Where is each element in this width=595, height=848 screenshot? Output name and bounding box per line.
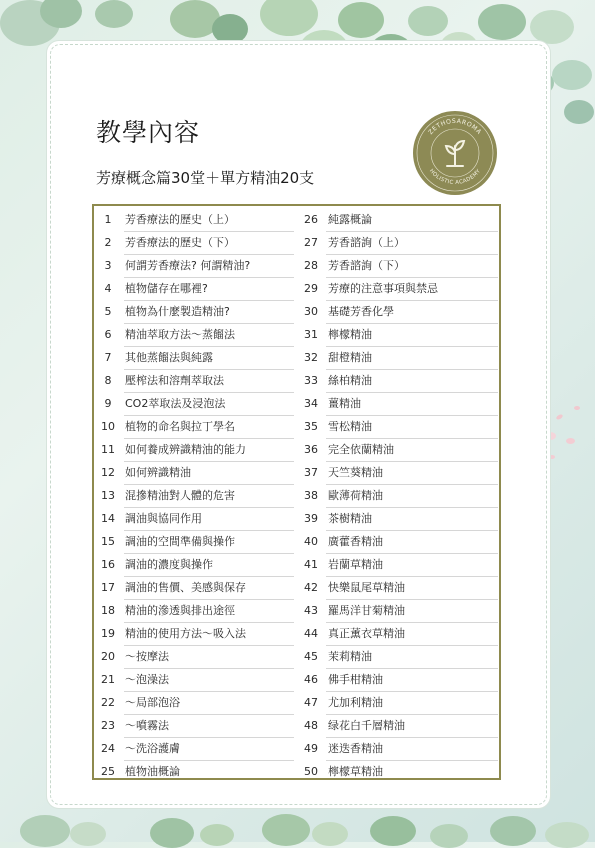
lesson-title: ～局部泡浴 — [125, 696, 180, 709]
lesson-title: ～洗浴護膚 — [125, 742, 180, 755]
lesson-title: 植物的命名與拉丁學名 — [125, 420, 235, 433]
lesson-number: 49 — [304, 742, 318, 755]
lesson-number: 42 — [304, 581, 318, 594]
lesson-title: 如何辨識精油 — [125, 466, 191, 479]
lesson-title: 檸檬草精油 — [328, 765, 383, 778]
lesson-number: 23 — [101, 719, 115, 732]
table-row — [94, 576, 499, 599]
lesson-number: 19 — [101, 627, 115, 640]
lesson-title: 羅馬洋甘菊精油 — [328, 604, 405, 617]
lesson-number: 32 — [304, 351, 318, 364]
lesson-number: 11 — [101, 443, 115, 456]
page-subtitle: 芳療概念篇30堂＋單方精油20支 — [96, 169, 315, 187]
lesson-title: 廣藿香精油 — [328, 535, 383, 548]
lesson-number: 21 — [101, 673, 115, 686]
lesson-title: 雪松精油 — [328, 420, 372, 433]
table-row — [94, 323, 499, 346]
lesson-number: 20 — [101, 650, 115, 663]
lesson-number: 8 — [104, 374, 112, 387]
lesson-number: 9 — [104, 397, 112, 410]
table-row — [94, 231, 499, 254]
lesson-title: 絲柏精油 — [328, 374, 372, 387]
table-row — [94, 346, 499, 369]
table-row — [94, 277, 499, 300]
page-title: 教學內容 — [96, 118, 201, 147]
lesson-number: 5 — [104, 305, 112, 318]
lesson-title: 歐薄荷精油 — [328, 489, 383, 502]
lesson-number: 30 — [304, 305, 318, 318]
lesson-number: 22 — [101, 696, 115, 709]
lesson-title: 甜橙精油 — [328, 351, 372, 364]
lesson-number: 15 — [101, 535, 115, 548]
lesson-number: 45 — [304, 650, 318, 663]
lesson-title: 精油的滲透與排出途徑 — [125, 604, 235, 617]
lesson-title: 佛手柑精油 — [328, 673, 383, 686]
lesson-title: 茶樹精油 — [328, 512, 372, 525]
table-row — [94, 530, 499, 553]
lesson-number: 6 — [104, 328, 112, 341]
lesson-number: 35 — [304, 420, 318, 433]
lesson-number: 4 — [104, 282, 112, 295]
lesson-title: 精油的使用方法～吸入法 — [125, 627, 246, 640]
lesson-number: 13 — [101, 489, 115, 502]
lesson-title: ～泡澡法 — [125, 673, 169, 686]
lesson-number: 26 — [304, 213, 318, 226]
lesson-title: 芳香諮詢（上） — [328, 236, 405, 249]
table-row — [94, 599, 499, 622]
lesson-number: 39 — [304, 512, 318, 525]
lesson-title: 茉莉精油 — [328, 650, 372, 663]
lesson-number: 47 — [304, 696, 318, 709]
table-row — [94, 691, 499, 714]
lesson-number: 41 — [304, 558, 318, 571]
lesson-title: 完全依蘭精油 — [328, 443, 394, 456]
lesson-number: 2 — [104, 236, 112, 249]
lesson-title: 植物油概論 — [125, 765, 180, 778]
lesson-number: 10 — [101, 420, 115, 433]
lesson-title: 真正薰衣草精油 — [328, 627, 405, 640]
lesson-title: 檸檬精油 — [328, 328, 372, 341]
lesson-number: 25 — [101, 765, 115, 778]
lesson-table — [92, 204, 501, 780]
lesson-number: 1 — [104, 213, 112, 226]
lesson-title: 調油的空間準備與操作 — [125, 535, 235, 548]
lesson-number: 46 — [304, 673, 318, 686]
lesson-number: 38 — [304, 489, 318, 502]
table-row — [94, 622, 499, 645]
lesson-title: 迷迭香精油 — [328, 742, 383, 755]
lesson-number: 31 — [304, 328, 318, 341]
logo-bottom-text: HOLISTIC ACADEMY — [427, 168, 483, 187]
academy-logo — [412, 110, 498, 196]
lesson-title: 何謂芳香療法? 何謂精油? — [125, 259, 251, 272]
logo-top-text: ZETHOSAROMA — [427, 117, 483, 137]
lesson-number: 28 — [304, 259, 318, 272]
lesson-number: 40 — [304, 535, 318, 548]
lesson-title: 快樂鼠尾草精油 — [328, 581, 405, 594]
lesson-title: 天竺葵精油 — [328, 466, 383, 479]
lesson-title: 尤加利精油 — [328, 696, 383, 709]
table-row — [94, 507, 499, 530]
table-row — [94, 438, 499, 461]
lesson-number: 43 — [304, 604, 318, 617]
table-row — [94, 461, 499, 484]
lesson-number: 34 — [304, 397, 318, 410]
lesson-title: 薑精油 — [328, 397, 361, 410]
lesson-number: 36 — [304, 443, 318, 456]
table-row — [94, 760, 499, 783]
lesson-number: 24 — [101, 742, 115, 755]
lesson-number: 50 — [304, 765, 318, 778]
lesson-title: 植物儲存在哪裡? — [125, 282, 208, 295]
lesson-number: 3 — [104, 259, 112, 272]
lesson-title: 芳療的注意事項與禁忌 — [328, 282, 438, 295]
lesson-title: 其他蒸餾法與純露 — [125, 351, 213, 364]
lesson-title: 混摻精油對人體的危害 — [125, 489, 235, 502]
lesson-title: 岩蘭草精油 — [328, 558, 383, 571]
table-row — [94, 208, 499, 231]
lesson-title: ～噴霧法 — [125, 719, 169, 732]
lesson-title: 調油與協同作用 — [125, 512, 202, 525]
lesson-title: 芳香療法的歷史（下） — [125, 236, 235, 249]
lesson-title: 純露概論 — [328, 213, 372, 226]
table-row — [94, 369, 499, 392]
lesson-title: 基礎芳香化學 — [328, 305, 394, 318]
lesson-title: 如何養成辨識精油的能力 — [125, 443, 246, 456]
lesson-title: 壓榨法和溶劑萃取法 — [125, 374, 224, 387]
table-row — [94, 392, 499, 415]
lesson-title: 植物為什麼製造精油? — [125, 305, 230, 318]
lesson-title: 芳香療法的歷史（上） — [125, 213, 235, 226]
lesson-number: 44 — [304, 627, 318, 640]
lesson-title: 調油的售價、美感與保存 — [125, 581, 246, 594]
lesson-number: 12 — [101, 466, 115, 479]
lesson-number: 16 — [101, 558, 115, 571]
table-row — [94, 553, 499, 576]
lesson-title: 精油萃取方法～蒸餾法 — [125, 328, 235, 341]
table-row — [94, 484, 499, 507]
table-row — [94, 737, 499, 760]
lesson-number: 33 — [304, 374, 318, 387]
table-row — [94, 415, 499, 438]
lesson-title: CO2萃取法及浸泡法 — [125, 397, 226, 410]
lesson-number: 17 — [101, 581, 115, 594]
lesson-number: 7 — [104, 351, 112, 364]
table-row — [94, 714, 499, 737]
lesson-number: 29 — [304, 282, 318, 295]
lesson-number: 18 — [101, 604, 115, 617]
table-row — [94, 300, 499, 323]
lesson-title: 绿花白千層精油 — [328, 719, 405, 732]
lesson-number: 37 — [304, 466, 318, 479]
table-row — [94, 668, 499, 691]
lesson-number: 14 — [101, 512, 115, 525]
lesson-title: 調油的濃度與操作 — [125, 558, 213, 571]
table-row — [94, 645, 499, 668]
table-row — [94, 254, 499, 277]
lesson-title: 芳香諮詢（下） — [328, 259, 405, 272]
lesson-number: 48 — [304, 719, 318, 732]
lesson-number: 27 — [304, 236, 318, 249]
lesson-title: ～按摩法 — [125, 650, 169, 663]
